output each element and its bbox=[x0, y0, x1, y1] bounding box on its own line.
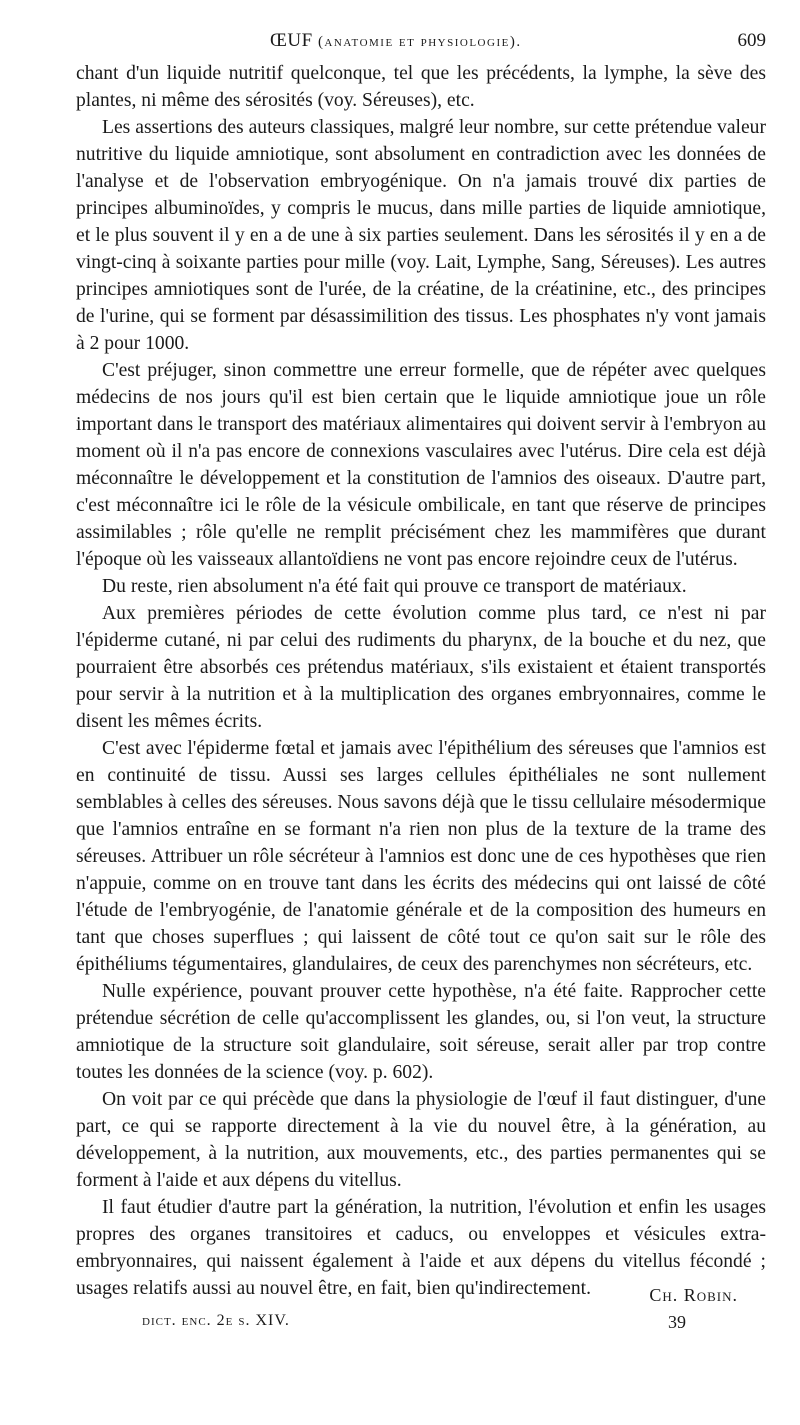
paragraph: chant d'un liquide nutritif quelconque, tel que les précédents, la lymphe, la sève des plantes, ni même des sérosités (voy. Séreuses), etc. bbox=[76, 63, 766, 111]
paragraph: Nulle expérience, pouvant prouver cette hypothèse, n'a été faite. Rapprocher cette prétendue sécrétion de celle qu'accomplissent les glandes, ou, si l'on veut, la structure amniotique de la structure soit glandulaire, soit séreuse, serait aller par trop contre toutes les données de la science (voy. p. 602). bbox=[76, 981, 766, 1083]
paragraph: On voit par ce qui précède que dans la physiologie de l'œuf il faut distinguer, d'une part, ce qui se rapporte directement à la vie du nouvel être, à la génération, au développement, à la nutrition, aux mouvements, etc., des parties permanentes qui se forment à l'aide et aux dépens du vitellus. bbox=[76, 1089, 766, 1191]
running-header bbox=[60, 30, 766, 60]
paragraph: Du reste, rien absolument n'a été fait qui prouve ce transport de matériaux. bbox=[102, 576, 687, 597]
footer-signature-mark: dict. enc. 2e s. XIV. bbox=[142, 1312, 290, 1329]
footer-sheet-number: 39 bbox=[668, 1312, 686, 1332]
page-number: 609 bbox=[737, 30, 766, 51]
paragraph: Aux premières périodes de cette évolution comme plus tard, ce n'est ni par l'épiderme cutané, ni par celui des rudiments du pharynx, de la bouche et du nez, que pourraient être absorbés ces prétendus matériaux, s'ils existaient et étaient transportés pour servir à la nutrition et à la multiplication des organes embryonnaires, comme le disent les mêmes écrits. bbox=[76, 603, 766, 732]
running-title bbox=[270, 30, 522, 52]
running-title-main: ŒUF bbox=[270, 30, 313, 51]
text-body bbox=[76, 60, 766, 1302]
paragraph: Les assertions des auteurs classiques, malgré leur nombre, sur cette prétendue valeur nutritive du liquide amniotique, sont absolument en contradiction avec les données de l'analyse et de l'observation embryogénique. On n'a jamais trouvé dix parties de principes albuminoïdes, y compris le mucus, dans mille parties de liquide amniotique, et le plus souvent il y en a de une à six parties seulement. Dans les sérosités il y en a de vingt-cinq à soixante parties pour mille (voy. Lait, Lymphe, Sang, Séreuses). Les autres principes amniotiques sont de l'urée, de la créatine, de la créatinine, etc., des principes de l'urine, qui se forment par désassimilition des tissus. Les phosphates n'y vont jamais à 2 pour 1000. bbox=[76, 117, 766, 354]
paragraph: C'est préjuger, sinon commettre une erreur formelle, que de répéter avec quelques médecins de nos jours qu'il est bien certain que le liquide amniotique joue un rôle important dans le transport des matériaux alimentaires qui doivent servir à l'embryon au moment où il n'a pas encore de connexions vasculaires avec l'utérus. Dire cela est déjà méconnaître le développement et la constitution de l'amnios des oiseaux. D'autre part, c'est méconnaître ici le rôle de la vésicule ombilicale, en tant que réserve de principes assimilables ; rôle qu'elle ne remplit précisément chez les mammifères que durant l'époque où les vaisseaux allantoïdiens ne vont pas encore rejoindre ceux de l'utérus. bbox=[76, 360, 766, 570]
paragraph: Il faut étudier d'autre part la génération, la nutrition, l'évolution et enfin les usages propres des organes transitoires et caducs, ou enveloppes et vésicules extra-embryonnaires, qui naissent également à l'aide et aux dépens du vitellus fécondé ; usages relatifs aussi au nouvel être, en fait, bien qu'indirectement. bbox=[76, 1197, 766, 1299]
author-signature: Ch. Robin. bbox=[649, 1285, 738, 1305]
paragraph: C'est avec l'épiderme fœtal et jamais avec l'épithélium des séreuses que l'amnios est en continuité de tissu. Aussi ses larges cellules épithéliales ne sont nullement semblables à celles des séreuses. Nous savons déjà que le tissu cellulaire mésodermique que l'amnios entraîne en se formant n'a rien non plus de la texture de la trame des séreuses. Attribuer un rôle sécréteur à l'amnios est donc une de ces hypothèses que rien n'appuie, comme on en trouve tant dans les écrits des médecins qui ont laissé de côté l'étude de l'embryogénie, de l'anatomie générale et de la composition des humeurs en tant que choses superflues ; qui laissent de côté tout ce qu'on sait sur le rôle des épithéliums tégumentaires, glandulaires, de ceux des parenchymes non sécréteurs, etc. bbox=[76, 738, 766, 975]
running-title-sub: (anatomie et physiologie). bbox=[317, 34, 522, 50]
page-footer bbox=[142, 1312, 686, 1338]
